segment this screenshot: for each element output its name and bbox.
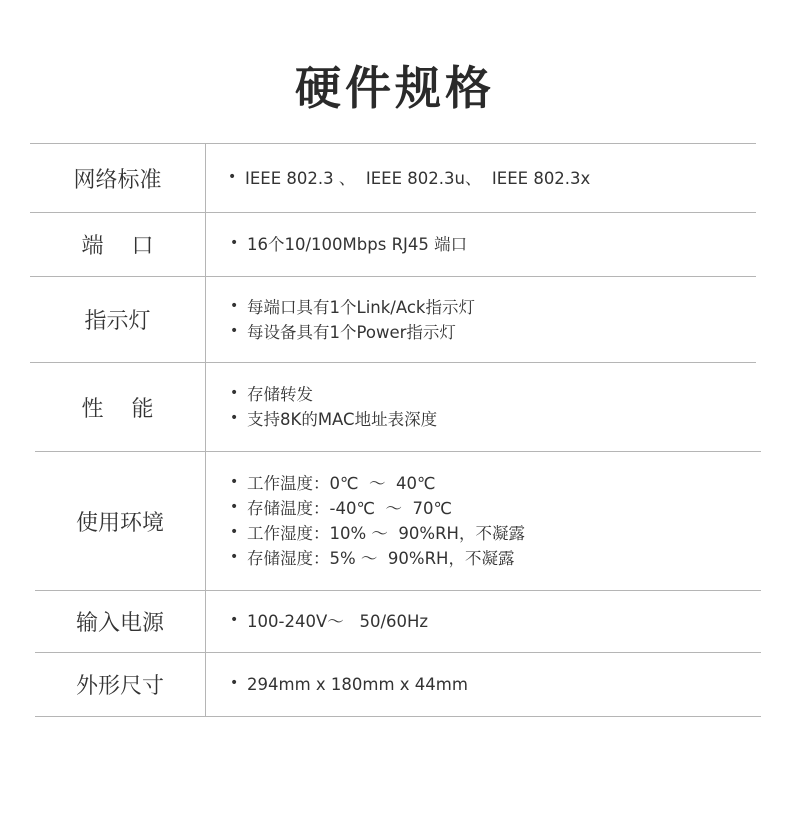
row-content <box>230 452 525 590</box>
row-content <box>230 363 437 451</box>
bullet-icon: • <box>230 297 239 314</box>
row-label: 端 口 <box>81 234 154 259</box>
table-bottom-border <box>35 716 761 717</box>
column-divider <box>205 653 206 716</box>
list-item: • 存储转发 <box>230 382 437 407</box>
bullet-icon: • <box>230 235 239 251</box>
row-label: 网络标准 <box>73 167 162 193</box>
table-row-dimensions <box>35 653 761 716</box>
bullet-icon: • <box>230 385 239 401</box>
column-divider <box>205 277 206 362</box>
list-item: • 支持8K的MAC地址表深度 <box>230 407 437 432</box>
row-label: 使用环境 <box>75 510 164 536</box>
column-divider <box>205 591 206 652</box>
row-content <box>228 144 590 212</box>
list-item: • 16个10/100Mbps RJ45 端口 <box>230 232 467 257</box>
bullet-icon: • <box>230 675 239 691</box>
list-item: • 294mm x 180mm x 44mm <box>230 672 468 697</box>
bullet-icon: • <box>228 168 237 185</box>
table-row-ports <box>30 213 756 276</box>
list-item: • 工作温度：0℃ ～ 40℃ <box>230 471 525 496</box>
list-item: • 100-240V～ 50/60Hz <box>230 609 428 634</box>
table-row-power-input <box>35 591 761 652</box>
column-divider <box>205 144 206 212</box>
bullet-icon: • <box>230 474 239 490</box>
row-label: 性 能 <box>81 396 154 422</box>
column-divider <box>205 213 206 276</box>
list-item: • 存储湿度：5% ～ 90%RH，不凝露 <box>230 546 525 571</box>
column-divider <box>205 363 206 451</box>
row-label: 外形尺寸 <box>75 674 164 699</box>
list-item: • 每端口具有1个Link/Ack指示灯 <box>230 295 475 320</box>
row-label: 指示灯 <box>84 309 151 334</box>
list-item: • 工作湿度：10% ～ 90%RH，不凝露 <box>230 521 525 546</box>
table-row-network-standard <box>30 144 756 212</box>
row-label: 输入电源 <box>75 611 164 636</box>
bullet-icon: • <box>230 549 239 565</box>
table-row-indicators <box>30 277 756 362</box>
table-row-environment <box>35 452 761 590</box>
bullet-icon: • <box>230 410 239 426</box>
row-content <box>230 653 468 716</box>
table-row-performance <box>30 363 756 451</box>
row-content <box>230 213 467 276</box>
bullet-icon: • <box>230 524 239 540</box>
column-divider <box>205 452 206 590</box>
row-content <box>230 277 475 362</box>
page-title: 硬件规格 <box>295 61 495 115</box>
list-item: • 每设备具有1个Power指示灯 <box>230 320 475 345</box>
list-item: • 存储温度：-40℃ ～ 70℃ <box>230 496 525 521</box>
bullet-icon: • <box>230 322 239 339</box>
list-item: • IEEE 802.3 、 IEEE 802.3u、 IEEE 802.3x <box>228 166 590 191</box>
bullet-icon: • <box>230 499 239 515</box>
row-content <box>230 591 428 652</box>
bullet-icon: • <box>230 612 239 628</box>
